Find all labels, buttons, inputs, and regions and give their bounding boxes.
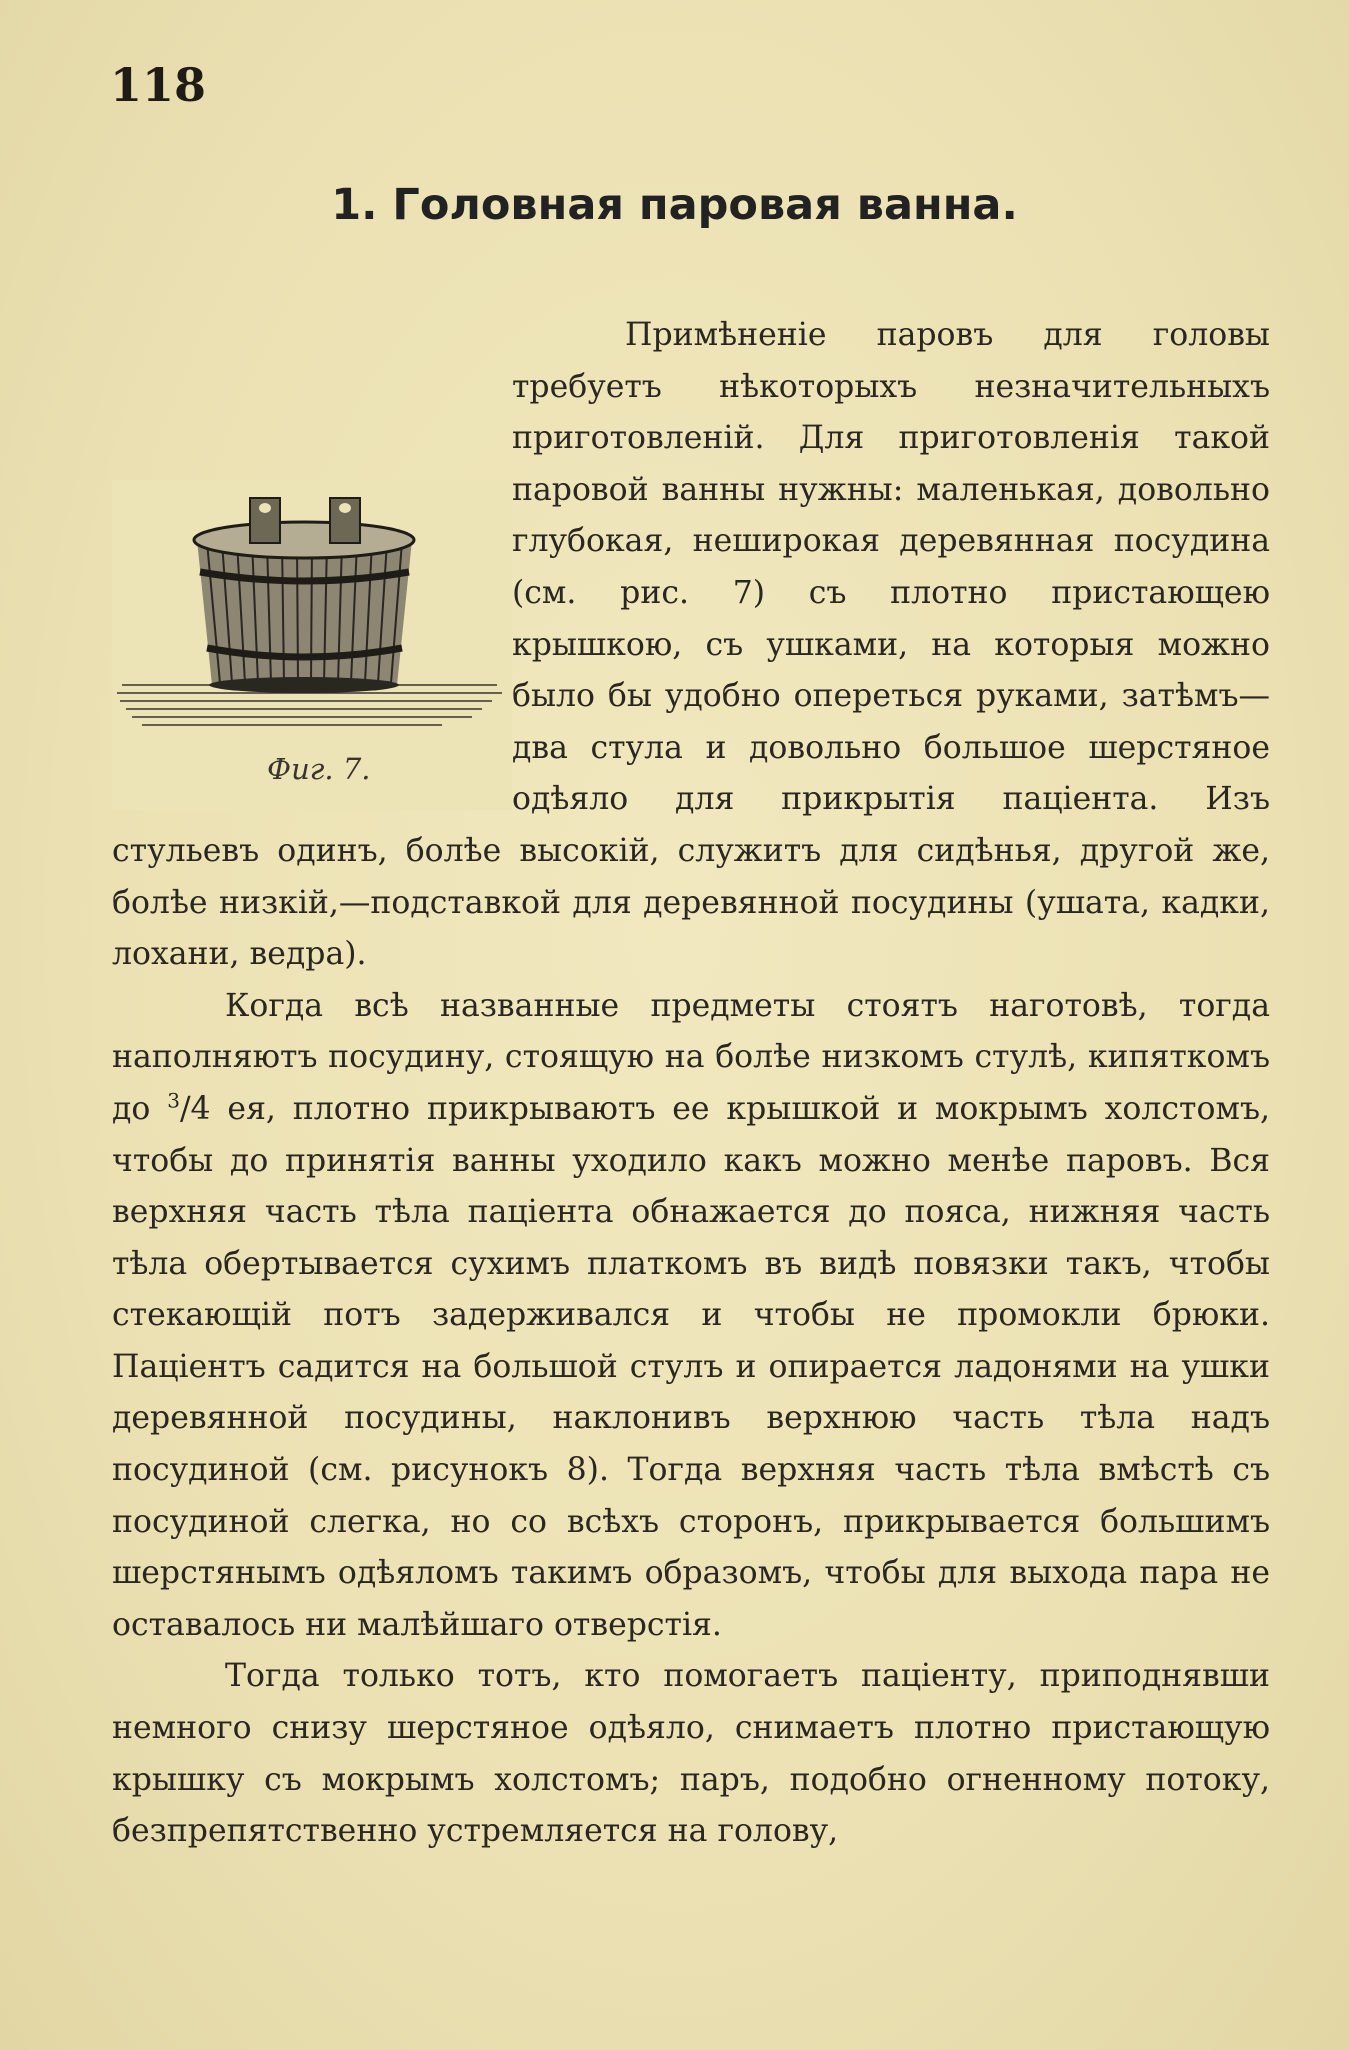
figure-7 [112,480,512,810]
paragraph-2 [112,981,1270,1652]
section-heading: 1. Головная паровая ванна. [331,180,1018,230]
wooden-tub-icon [112,480,512,750]
paragraph-2-text-start: Когда всѣ названные предметы стоятъ наготовѣ, тогда наполняютъ посудину, стоящую на болѣе низкомъ стулѣ, кипяткомъ до [112,987,1270,1127]
paragraph-1-text: Примѣненіе паровъ для головы требуетъ нѣкоторыхъ незначительныхъ приготовленій. Для приготовленія такой паровой ванны нужны: маленькая, довольно глубокая, неширокая деревянная посудина (см. рис. 7) съ плотно пристающею крышкою, съ ушками, на которыя можно было бы удобно опереться руками, затѣмъ—два стула и довольно большое шерстяное одѣяло для прикрытія паціента. Изъ стульевъ одинъ, болѣе высокій, служитъ для сидѣнья, другой же, болѣе низкій,—подставкой для деревянной посудины (ушата, кадки, лохани, ведра). [112,317,1270,973]
figure-caption: Фиг. 7. [267,752,371,786]
page-number: 118 [110,58,207,112]
fraction-superscript: 3 [167,1088,180,1113]
paragraph-2-text-end: /4 ея, плотно прикрываютъ ее крышкой и мокрымъ холстомъ, чтобы до принятія ванны уходило какъ можно менѣе паровъ. Вся верхняя часть тѣла паціента обнажается до пояса, нижняя часть тѣла обертывается сухимъ платкомъ въ видѣ повязки такъ, чтобы стекающій потъ задерживался и чтобы не промокли брюки. Паціентъ садится на большой стулъ и опирается ладонями на ушки деревянной посудины, наклонивъ верхнюю часть тѣла надъ посудиной (см. рисунокъ 8). Тогда верхняя часть тѣла вмѣстѣ съ посудиной слегка, но со всѣхъ сторонъ, прикрывается большимъ шерстянымъ одѣяломъ такимъ образомъ, чтобы для выхода пара не оставалось ни малѣйшаго отверстія. [112,1090,1270,1643]
paragraph-3-text: Тогда только тотъ, кто помогаетъ паціенту, приподнявши немного снизу шерстяное одѣяло, снимаетъ плотно пристающую крышку съ мокрымъ холстомъ; паръ, подобно огненному потоку, безпрепятственно устремляется на голову, [112,1658,1270,1850]
paragraph-3 [112,1651,1270,1857]
